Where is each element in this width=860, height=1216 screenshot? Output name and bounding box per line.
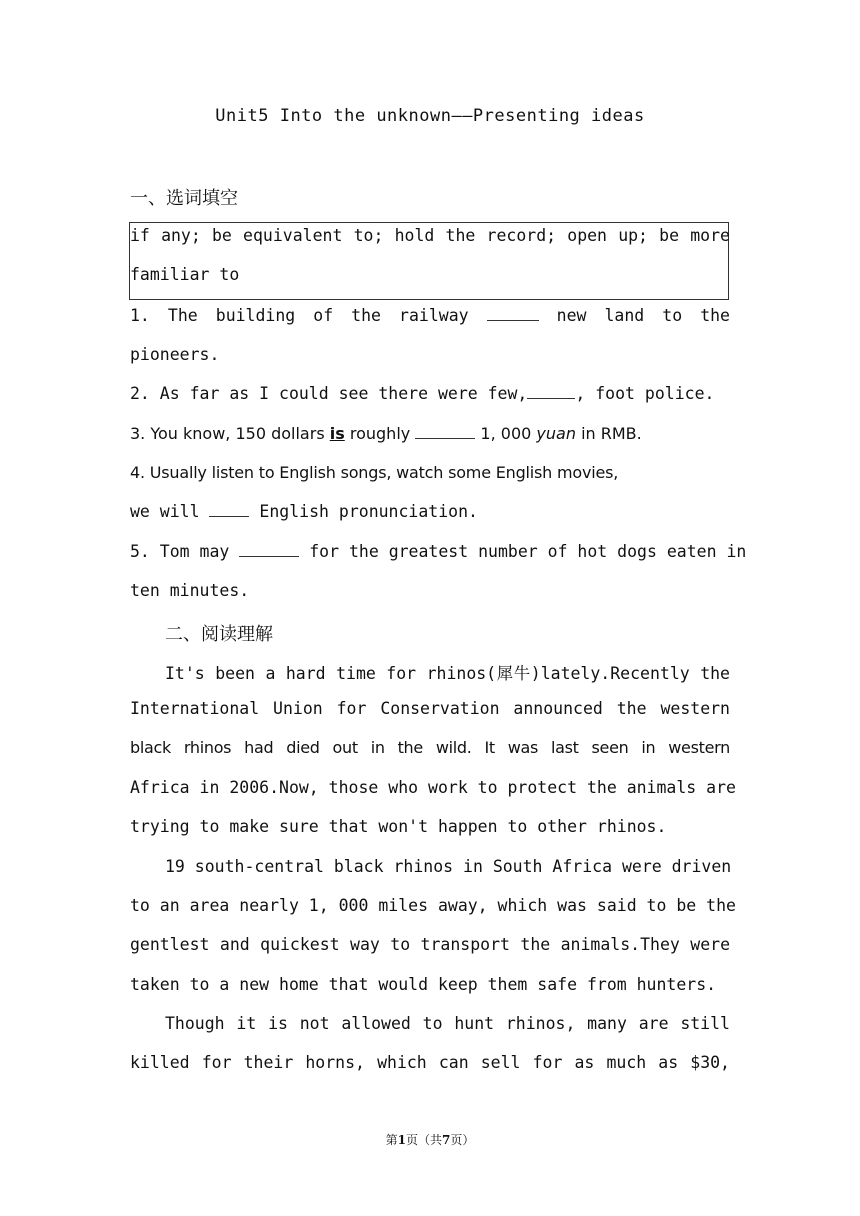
- paragraph-line: It's been a hard time for rhinos(犀牛)lately.Recently the: [165, 664, 730, 683]
- paragraph-line: gentlest and quickest way to transport the animals.They were: [130, 935, 730, 954]
- paragraph-line: Though it is not allowed to hunt rhinos, many are still: [165, 1014, 730, 1033]
- question-4-cont: we will English pronunciation.: [130, 502, 478, 521]
- paragraph-line: to an area nearly 1, 000 miles away, which was said to be the: [130, 896, 736, 915]
- section-heading-reading: 二、阅读理解: [165, 624, 273, 645]
- answer-blank: [239, 542, 299, 557]
- question-5: 5. Tom may for the greatest number of hot dogs eaten in: [130, 542, 747, 561]
- paragraph-line: 19 south-central black rhinos in South Africa were driven: [165, 857, 732, 876]
- answer-blank: [209, 502, 249, 517]
- answer-blank: [487, 306, 539, 321]
- answer-blank: [527, 384, 575, 399]
- italic-word: yuan: [536, 424, 576, 443]
- page-total: 7: [442, 1133, 451, 1147]
- paragraph-line: trying to make sure that won't happen to other rhinos.: [130, 817, 667, 836]
- paragraph-line: Africa in 2006.Now, those who work to protect the animals are: [130, 778, 736, 797]
- paragraph-line: killed for their horns, which can sell for as much as $30,: [130, 1053, 730, 1072]
- paragraph-line: black rhinos had died out in the wild. It was last seen in western: [130, 738, 730, 757]
- question-1: 1. The building of the railway new land to the: [130, 306, 730, 325]
- page-number: 1: [397, 1133, 406, 1147]
- question-2: 2. As far as I could see there were few, , foot police.: [130, 384, 715, 403]
- section-heading-vocabulary: 一、选词填空: [130, 188, 238, 209]
- question-3: 3. You know, 150 dollars is roughly 1, 000 yuan in RMB.: [130, 424, 642, 443]
- paragraph-line: International Union for Conservation announced the western: [130, 699, 730, 718]
- answer-blank: [415, 424, 475, 439]
- document-title: Unit5 Into the unknown——Presenting ideas: [215, 106, 645, 126]
- question-5-cont: ten minutes.: [130, 581, 250, 600]
- word-box-line: familiar to: [130, 265, 240, 284]
- page-footer: 第1页（共7页）: [385, 1133, 475, 1147]
- paragraph-line: taken to a new home that would keep them safe from hunters.: [130, 975, 717, 994]
- question-1-cont: pioneers.: [130, 345, 220, 364]
- emphasized-word: is: [329, 424, 345, 443]
- question-4: 4. Usually listen to English songs, watch some English movies,: [130, 463, 619, 482]
- word-box-line: if any; be equivalent to; hold the record; open up; be more: [130, 226, 730, 245]
